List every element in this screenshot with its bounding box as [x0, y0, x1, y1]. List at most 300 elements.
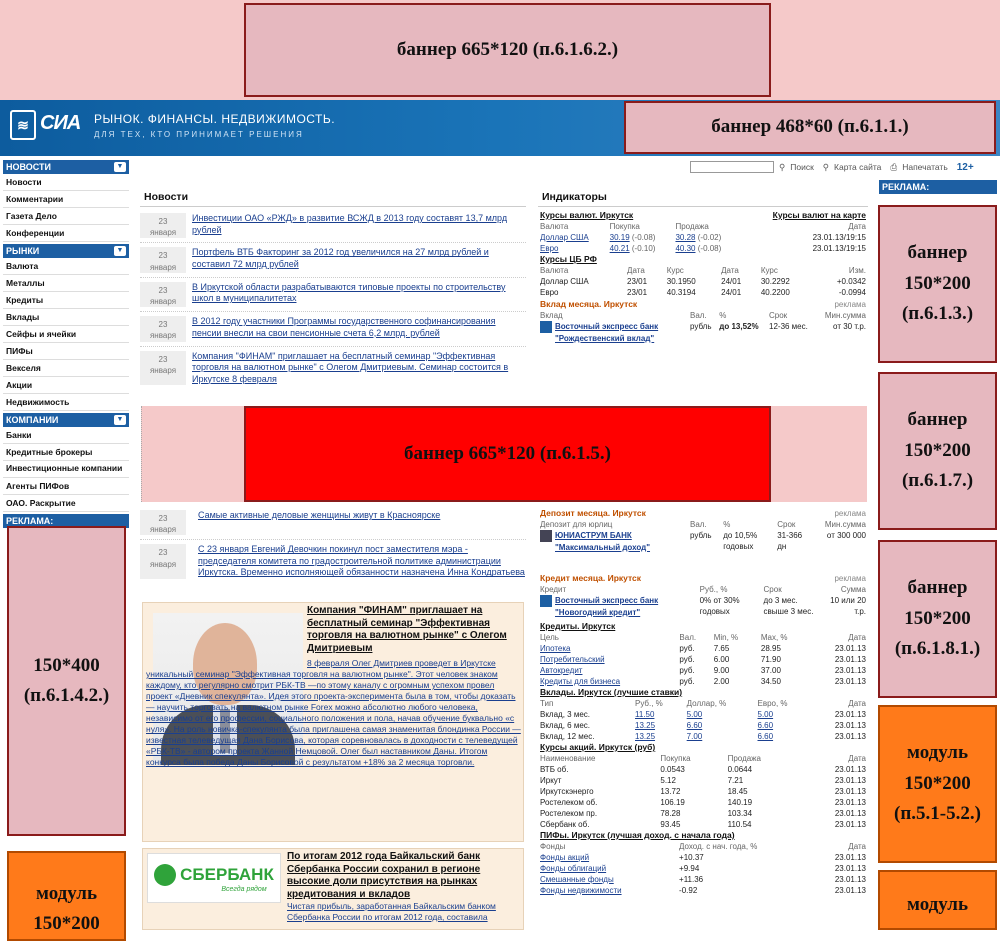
right-banner-1-line: 150*200 — [904, 272, 971, 294]
left-banner-1-line: (п.6.1.4.2.) — [23, 685, 110, 706]
news-link[interactable]: Инвестиции ОАО «РЖД» в развитие ВСЖД в 2013 году составят 13,7 млрд рублей — [192, 213, 508, 235]
cell: 23.01.13 — [834, 765, 866, 774]
bank-logo-icon — [540, 321, 552, 333]
table-row — [538, 287, 868, 298]
cr-bank[interactable]: Восточный экспресс банк — [555, 596, 659, 606]
nav-item-shares[interactable]: Акции — [3, 377, 129, 394]
fx-buy-change: (-0.08) — [631, 233, 656, 242]
nav-item-credits[interactable]: Кредиты — [3, 292, 129, 309]
fx-date: 23.01.13/19:15 — [812, 244, 866, 253]
fx-head[interactable]: Курсы валют. Иркутск — [540, 210, 634, 220]
cell: +11.36 — [679, 875, 704, 884]
col-header: Тип — [540, 699, 554, 708]
promo-finam-body[interactable]: 8 февраля Олег Дмитриев проведет в Иркутске уникальный семинар "Эффективная торговля на валютном рынке". Этот человек знаком каждому, кто регулярно смотрит РБК-ТВ —по этому каналу с огромным успехом провел проект «Дневник спекулянта». Идея этого проекта-эксперимента была в том, чтобы доказать — научить торговать на валютном рынке Forex можно абсолютно любого человека, независимо от его профессии, социального положения и пола, начав обучение буквально «с нуля». На роль новичка-спекулянта была приглашена самая знаменитая блондинка России — известная телеведущая Дана Борисова, которая соревновалась в доходности с телеведущей «РБК-ТВ» - автором проекта Жанной Немцовой. Олег был наставником Даны. Итогом конкурса была победа Даны Борисовой с результатом +18% за 2 месяца торговли. — [146, 658, 521, 768]
cell: +0.0342 — [836, 277, 866, 286]
cell: 140.19 — [727, 798, 753, 807]
right-banner-2-line: баннер — [907, 409, 968, 431]
top-banner[interactable] — [244, 3, 771, 97]
news-day: 23 — [158, 285, 168, 295]
fx-buy[interactable]: 30.19 — [609, 233, 630, 242]
cell: 23.01.13 — [834, 853, 866, 862]
dep-head: Депозит месяца. Иркутск — [540, 508, 646, 518]
dep-name[interactable]: "Максимальный доход" — [555, 543, 651, 552]
cell: 106.19 — [660, 798, 685, 807]
cell[interactable]: 6.60 — [757, 721, 774, 730]
cell: 23.01.13 — [834, 798, 866, 807]
cell: 23.01.13 — [834, 776, 866, 785]
cell: руб. — [679, 655, 695, 664]
col-header: Доллар, % — [686, 699, 727, 708]
cr-head: Кредит месяца. Иркутск — [540, 573, 642, 583]
sberbank-logo-text: СБЕРБАНК — [180, 864, 274, 884]
promo-sberbank-title[interactable]: По итогам 2012 года Байкальский банк Сбербанка России сохранил в регионе высокие доли присутствия на рынках кредитования и вкладов — [287, 851, 481, 900]
header-banner-label: баннер 468*60 (п.6.1.1.) — [711, 116, 909, 138]
news-row — [140, 209, 526, 243]
cell[interactable]: Фонды облигаций — [540, 864, 607, 873]
news-month: января — [149, 228, 177, 238]
age-badge: 12+ — [956, 161, 974, 173]
col-header: Наименование — [540, 754, 596, 763]
dep-reklama: реклама — [834, 509, 866, 518]
col-header: Срок — [769, 311, 788, 320]
cell: 103.34 — [727, 809, 753, 818]
news-link[interactable]: С 23 января Евгений Девочкин покинул пост заместителя мэра - председателя комитета по градостроительной политике администрации Иркутска. Временно исполняющей обязанности назначена Инна Кондратьева — [198, 544, 525, 578]
sberbank-logo-sub: Всегда рядом — [221, 885, 267, 893]
table-row — [538, 852, 868, 863]
news-date — [140, 316, 186, 341]
news-month: января — [149, 559, 177, 569]
cell[interactable]: 13.25 — [635, 732, 656, 741]
news-month: января — [149, 331, 177, 341]
cell: 78.28 — [660, 809, 681, 818]
vklad-bank[interactable]: Восточный экспресс банк — [555, 322, 659, 332]
cell: 13.72 — [660, 787, 681, 796]
nav-item-investment[interactable]: Инвестиционные компании — [3, 461, 129, 478]
right-module-2-line: модуль — [907, 894, 968, 915]
news-row — [140, 278, 526, 312]
cell: 23.01.13 — [834, 655, 866, 664]
table-row — [538, 595, 868, 618]
cell: 23/01 — [627, 288, 648, 297]
cell: 40.2200 — [760, 288, 790, 297]
fx-sell[interactable]: 30.28 — [675, 233, 696, 242]
news-date — [140, 544, 186, 579]
fx-sell-change: (-0.02) — [697, 233, 722, 242]
fx-buy[interactable]: 40.21 — [609, 244, 630, 253]
cell: 23.01.13 — [834, 787, 866, 796]
header-banner[interactable] — [624, 101, 996, 154]
cr-pct: 0% от 30% годовых — [699, 596, 740, 616]
right-banner-2-line: (п.6.1.7.) — [901, 470, 974, 492]
col-header: Продажа — [727, 754, 761, 763]
sberbank-logo[interactable] — [147, 853, 281, 903]
cell[interactable]: 5.00 — [757, 710, 774, 719]
indicators-title: Индикаторы — [538, 188, 868, 207]
fx-currency[interactable]: Доллар США — [540, 233, 589, 242]
logo-icon[interactable]: ≋ — [10, 110, 36, 140]
table-row — [538, 654, 868, 665]
sitemap-link[interactable]: Карта сайта — [834, 162, 882, 172]
col-header: Валюта — [540, 222, 569, 231]
chevron-down-icon[interactable]: ▼ — [114, 246, 126, 256]
promo-sberbank — [142, 848, 524, 930]
cell[interactable]: 7.00 — [686, 732, 703, 741]
cell: 23.01.13 — [834, 809, 866, 818]
col-header: Покупка — [609, 222, 640, 231]
table-row — [538, 276, 868, 287]
cell[interactable]: 13.25 — [635, 721, 656, 730]
nav-item-banks[interactable]: Банки — [3, 427, 129, 444]
news-link[interactable]: Самые активные деловые женщины живут в Красноярске — [198, 510, 441, 520]
news-month: января — [149, 262, 177, 272]
table-row — [538, 786, 868, 797]
cell: 23.01.13 — [834, 721, 866, 730]
left-module-1-line: модуль — [36, 883, 97, 904]
credits-head[interactable]: Кредиты. Иркутск — [540, 621, 616, 631]
vklad-cur: рубль — [690, 322, 712, 331]
cell[interactable]: Смешанные фонды — [540, 875, 614, 884]
table-row — [538, 232, 868, 243]
cell: Доллар США — [540, 277, 589, 286]
nav-item-safes[interactable]: Сейфы и ячейки — [3, 326, 129, 343]
left-module-1[interactable] — [7, 851, 126, 941]
table-row — [538, 665, 868, 676]
print-icon: ⎙ — [890, 161, 898, 172]
pif-head[interactable]: ПИФы. Иркутск (лучшая доход. с начала года) — [540, 830, 735, 840]
right-banner-3-line: (п.6.1.8.1.) — [894, 638, 981, 660]
cell: 24/01 — [721, 277, 742, 286]
news-month: января — [149, 525, 177, 535]
cell[interactable]: Ипотека — [540, 644, 571, 653]
cell: 34.50 — [760, 677, 781, 686]
cell: 40.3194 — [666, 288, 696, 297]
right-module-1[interactable] — [878, 705, 997, 863]
cell[interactable]: 6.60 — [686, 721, 703, 730]
cr-sum: 10 или 20 т.р. — [830, 596, 866, 616]
sberbank-logo-icon — [154, 864, 176, 886]
col-header: Сумма — [840, 585, 866, 594]
cell: -0.0994 — [838, 288, 866, 297]
pif-table — [538, 830, 868, 896]
vklad-name[interactable]: "Рождественский вклад" — [555, 334, 655, 343]
col-header: Мин.сумма — [824, 311, 866, 320]
fx-date: 23.01.13/19:15 — [812, 233, 866, 242]
dep-min: от 300 000 — [826, 531, 866, 540]
cr-name[interactable]: "Новогодний кредит" — [555, 608, 641, 617]
dep-term: 31-366 дн — [777, 531, 803, 551]
promo-finam — [142, 602, 524, 842]
cell[interactable]: 11.50 — [635, 710, 655, 719]
col-header: Продажа — [675, 222, 709, 231]
news-link[interactable]: В 2012 году участники Программы государственного софинансирования пенсии внесли на свои пенсионные счета 6,2 млрд. рублей — [192, 316, 496, 338]
chevron-down-icon[interactable]: ▼ — [114, 415, 126, 425]
left-nav — [3, 158, 129, 528]
nav-item-conferences[interactable]: Конференции — [3, 225, 129, 242]
nav-head-markets[interactable] — [3, 244, 129, 258]
left-banner-1[interactable] — [7, 526, 126, 836]
dep-pct: до 10,5% годовых — [723, 531, 758, 551]
col-header: Дата — [848, 699, 866, 708]
cell: Сбербанк об. — [540, 820, 590, 829]
cell: 28.95 — [760, 644, 781, 653]
promo-sberbank-body[interactable]: Чистая прибыль, заработанная Байкальским банком Сбербанка России по итогам 2012 года, составила — [287, 901, 496, 923]
right-banner-3-line: баннер — [907, 577, 968, 599]
middle-banner-label: баннер 665*120 (п.6.1.5.) — [404, 442, 611, 464]
cell: руб. — [679, 677, 695, 686]
cr-reklama: реклама — [834, 574, 866, 583]
bank-logo-icon — [540, 595, 552, 607]
search-link[interactable]: Поиск — [790, 162, 814, 172]
cell: 5.12 — [660, 776, 676, 785]
news-date — [140, 247, 186, 272]
table-row — [538, 775, 868, 786]
left-banner-1-line: 150*400 — [33, 654, 100, 676]
left-reklama-head: РЕКЛАМА: — [3, 514, 129, 528]
table-row — [538, 819, 868, 830]
right-module-2[interactable] — [878, 870, 997, 930]
right-reklama-head: РЕКЛАМА: — [879, 180, 997, 194]
cell: 23.01.13 — [834, 666, 866, 675]
right-banner-2[interactable] — [878, 372, 997, 530]
table-row — [538, 874, 868, 885]
col-header: Срок — [777, 520, 796, 529]
table-row — [538, 643, 868, 654]
dep2-head[interactable]: Вклады. Иркутск (лучшие ставки) — [540, 687, 683, 697]
news-link[interactable]: Компания "ФИНАМ" приглашает на бесплатный семинар "Эффективная торговля на валютном рынке" с Олегом Дмитриевым. Семинар состоится в Иркутске 8 февраля — [192, 350, 509, 384]
right-module-1-line: (п.5.1-5.2.) — [894, 803, 981, 825]
cell: 30.2292 — [760, 277, 790, 286]
news-day: 23 — [158, 217, 168, 226]
cell[interactable]: Фонды акций — [540, 853, 590, 862]
col-header: Мин.сумма — [824, 520, 866, 529]
cb-head[interactable]: Курсы ЦБ РФ — [540, 254, 597, 264]
nav-head-companies[interactable] — [3, 413, 129, 427]
nav-item-disclosure[interactable]: ОАО. Раскрытие — [3, 495, 129, 512]
right-banner-1-line: (п.6.1.3.) — [901, 303, 974, 325]
cell: 23.01.13 — [834, 820, 866, 829]
print-link[interactable]: Напечатать — [902, 162, 948, 172]
nav-item-currency[interactable]: Валюта — [3, 258, 129, 275]
header-subslogan: ДЛЯ ТЕХ, КТО ПРИНИМАЕТ РЕШЕНИЯ — [94, 130, 304, 139]
cell: 23.01.13 — [834, 875, 866, 884]
shares-head[interactable]: Курсы акций. Иркутск (руб) — [540, 742, 656, 752]
cell: руб. — [679, 644, 695, 653]
nav-item-realty[interactable]: Недвижимость — [3, 394, 129, 411]
cb-table — [538, 254, 868, 298]
search-input[interactable] — [690, 161, 774, 173]
nav-item-pifs[interactable]: ПИФы — [3, 343, 129, 360]
cell: 71.90 — [760, 655, 781, 664]
cell: 7.65 — [713, 644, 730, 653]
nav-item-metals[interactable]: Металлы — [3, 275, 129, 292]
cell: 6.00 — [713, 655, 730, 664]
fx-sell-change: (-0.08) — [697, 244, 722, 253]
fx-buy-change: (-0.10) — [631, 244, 656, 253]
nav-item-delo[interactable]: Газета Дело — [3, 208, 129, 225]
news-row — [140, 243, 526, 277]
cell: Вклад, 6 мес. — [540, 721, 590, 730]
cell: 93.45 — [660, 820, 681, 829]
news-date — [140, 282, 186, 307]
nav-item-comments[interactable]: Комментарии — [3, 191, 129, 208]
cell: Ростелеком пр. — [540, 809, 598, 818]
col-header: Евро, % — [757, 699, 788, 708]
col-header: Вал. — [690, 520, 707, 529]
table-row — [538, 243, 868, 254]
nav-item-pif-agents[interactable]: Агенты ПИФов — [3, 478, 129, 495]
col-header: Вал. — [690, 311, 707, 320]
table-row — [538, 321, 868, 344]
news-link[interactable]: В Иркутской области разрабатываются типовые проекты по строительству школ в муниципалитетах — [192, 281, 506, 304]
vklad-head: Вклад месяца. Иркутск — [540, 299, 638, 309]
news-day: 23 — [158, 320, 168, 330]
right-module-1-line: 150*200 — [904, 772, 971, 794]
col-header: Дата — [848, 633, 866, 642]
col-header: Цель — [540, 633, 559, 642]
table-row — [538, 797, 868, 808]
table-row — [538, 808, 868, 819]
news-section-2 — [140, 506, 526, 583]
nav-head-companies-label: КОМПАНИИ — [6, 415, 59, 425]
logo-mark[interactable]: СИА — [40, 112, 81, 134]
cell: ВТБ об. — [540, 765, 569, 774]
cell: Евро — [540, 288, 559, 297]
col-header: Изм. — [848, 266, 866, 275]
cell: 23.01.13 — [834, 677, 866, 686]
cell: 0.0644 — [727, 765, 753, 774]
cell[interactable]: Автокредит — [540, 666, 583, 675]
col-header: Кредит — [540, 585, 567, 594]
nav-item-brokers[interactable]: Кредитные брокеры — [3, 444, 129, 461]
cell: 23.01.13 — [834, 864, 866, 873]
cell: 110.54 — [727, 820, 752, 829]
cell: Иркутскэнерго — [540, 787, 594, 796]
cell[interactable]: 5.00 — [686, 710, 703, 719]
dep-table — [538, 508, 868, 553]
fx-map-link[interactable]: Курсы валют на карте — [772, 210, 866, 220]
fx-currency[interactable]: Евро — [540, 244, 559, 253]
cell: 30.1950 — [666, 277, 696, 286]
col-header: Доход. с нач. года, % — [679, 842, 758, 851]
news-row — [140, 312, 526, 346]
cell: Иркут — [540, 776, 562, 785]
table-row — [538, 530, 868, 553]
col-header: Фонды — [540, 842, 566, 851]
col-header: Дата — [627, 266, 645, 275]
cell: 9.00 — [713, 666, 730, 675]
header-slogan: РЫНОК. ФИНАНСЫ. НЕДВИЖИМОСТЬ. — [94, 112, 336, 126]
nav-head-news-label: НОВОСТИ — [6, 162, 52, 172]
promo-finam-title[interactable]: Компания "ФИНАМ" приглашает на бесплатный семинар "Эффективная торговля на валютном рынке" с Олегом Дмитриевым — [307, 605, 507, 654]
cr-table — [538, 573, 868, 618]
table-row — [538, 709, 868, 720]
news-day: 23 — [158, 514, 168, 523]
news-month: января — [149, 296, 177, 306]
news-row — [140, 347, 526, 390]
right-banner-1-line: баннер — [907, 242, 968, 264]
news-date — [140, 351, 186, 386]
indicators-panel-lower — [538, 508, 868, 896]
vklad-term: 12-36 мес. — [769, 322, 808, 331]
search-icon[interactable]: ⚲ — [779, 161, 786, 172]
cell: 0.0543 — [660, 765, 685, 774]
news-date — [140, 213, 186, 238]
col-header: Вклад — [540, 311, 563, 320]
cell: руб. — [679, 666, 695, 675]
sitemap-icon: ⚲ — [822, 161, 830, 172]
col-header: Курс — [760, 266, 778, 275]
cell: 24/01 — [721, 288, 742, 297]
nav-item-bills[interactable]: Векселя — [3, 360, 129, 377]
cell: 2.00 — [713, 677, 730, 686]
bank-logo-icon — [540, 530, 552, 542]
cell[interactable]: Кредиты для бизнеса — [540, 677, 621, 686]
nav-item-deposits[interactable]: Вклады — [3, 309, 129, 326]
col-header: % — [719, 311, 727, 320]
col-header: Вал. — [679, 633, 697, 642]
cell: +9.94 — [679, 864, 700, 873]
table-row — [538, 676, 868, 687]
nav-head-news[interactable] — [3, 160, 129, 174]
top-banner-label: баннер 665*120 (п.6.1.6.2.) — [396, 38, 619, 60]
cell: 23.01.13 — [834, 886, 866, 895]
nav-item-news[interactable]: Новости — [3, 174, 129, 191]
fx-sell[interactable]: 40.30 — [675, 244, 696, 253]
vklad-table — [538, 299, 868, 344]
cr-term: до 3 мес. свыше 3 мес. — [763, 596, 814, 616]
col-header: Max, % — [760, 633, 788, 642]
col-header: Валюта — [540, 266, 569, 275]
fx-table — [538, 210, 868, 254]
toolbar — [690, 160, 996, 174]
vklad-min: от 30 т.р. — [833, 322, 866, 331]
cell: Ростелеком об. — [540, 798, 598, 807]
cell: +10.37 — [679, 853, 704, 862]
chevron-down-icon[interactable]: ▼ — [114, 162, 126, 172]
indicators-panel — [538, 188, 868, 344]
table-row — [538, 720, 868, 731]
right-banner-3-line: 150*200 — [904, 607, 971, 629]
news-link[interactable]: Портфель ВТБ Факторинг за 2012 год увеличился на 27 млрд рублей и составил 72 млрд рублей — [192, 247, 489, 269]
col-header: Депозит для юрлиц — [540, 520, 613, 529]
dep-cur: рубль — [690, 531, 712, 540]
middle-banner[interactable] — [244, 406, 771, 502]
cell: Вклад, 12 мес. — [540, 732, 595, 741]
cell[interactable]: Фонды недвижимости — [540, 886, 622, 895]
dep-bank[interactable]: ЮНИАСТРУМ БАНК — [555, 531, 632, 541]
cell[interactable]: Потребительский — [540, 655, 605, 664]
cell: 23.01.13 — [834, 644, 866, 653]
col-header: Дата — [721, 266, 739, 275]
news-section — [140, 188, 526, 389]
left-module-1-line: 150*200 — [33, 913, 100, 935]
col-header: Руб., % — [635, 699, 663, 708]
cell[interactable]: 6.60 — [757, 732, 774, 741]
shares-table — [538, 742, 868, 830]
table-row — [538, 764, 868, 775]
news-day: 23 — [158, 251, 168, 261]
credits-table — [538, 621, 868, 687]
table-row — [538, 885, 868, 896]
col-header: Срок — [763, 585, 782, 594]
col-header: Дата — [848, 842, 866, 851]
news-row — [140, 540, 526, 583]
col-header: Min, % — [713, 633, 739, 642]
col-header: Курс — [666, 266, 684, 275]
right-banner-3[interactable] — [878, 540, 997, 698]
vklad-reklama: реклама — [834, 300, 866, 309]
right-banner-1[interactable] — [878, 205, 997, 363]
